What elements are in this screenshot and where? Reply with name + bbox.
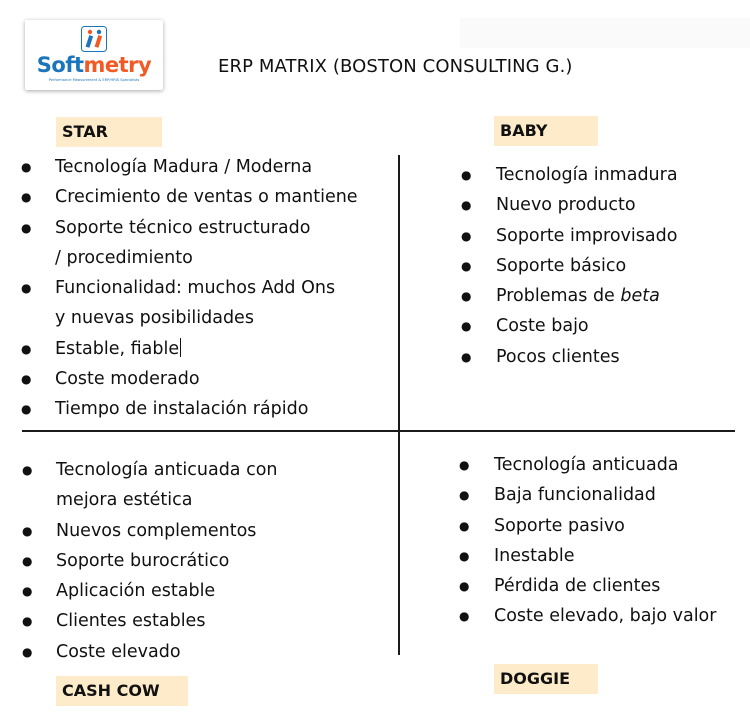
bullet-icon: ● <box>459 458 470 472</box>
bullet-icon: ● <box>459 609 470 624</box>
list-item: ● Coste elevado, bajo valor <box>494 601 716 631</box>
header-background-strip <box>460 18 750 48</box>
bullet-icon: ● <box>461 198 472 213</box>
list-item: ● Coste bajo <box>496 311 678 341</box>
italic-beta: beta <box>620 286 660 307</box>
bullet-icon: ● <box>461 228 472 243</box>
list-item: ● Inestable <box>494 541 716 571</box>
list-item: ● Coste moderado <box>55 364 358 394</box>
list-item: ● Nuevos complementos <box>56 516 278 546</box>
list-item: ● Pérdida de clientes <box>494 571 716 601</box>
list-item: ● Clientes estables <box>56 606 278 636</box>
list-item: ● Soporte burocrático <box>56 546 278 576</box>
list-item-continuation: y nuevas posibilidades <box>55 308 254 329</box>
bullet-icon: ● <box>459 518 470 533</box>
list-item: ● Problemas de beta <box>496 281 678 311</box>
logo-wordmark <box>25 53 163 77</box>
matrix-horizontal-axis <box>22 430 735 432</box>
logo-wordmark-soft: Soft <box>36 53 84 77</box>
quadrant-label-baby: BABY <box>494 116 598 146</box>
list-item: ● Tecnología Madura / Moderna <box>55 152 358 182</box>
bullet-icon: ● <box>21 281 32 296</box>
baby-item-list <box>461 160 678 372</box>
list-item: ● Tiempo de instalación rápido <box>55 394 358 424</box>
quadrant-label-star: STAR <box>56 117 162 147</box>
quadrant-label-doggie: DOGGIE <box>494 664 598 694</box>
list-item: ● Tecnología inmadura <box>496 160 678 190</box>
bullet-icon: ● <box>22 584 33 599</box>
bullet-icon: ● <box>21 341 32 356</box>
page-title: ERP MATRIX (BOSTON CONSULTING G.) <box>218 56 573 77</box>
list-item: ● Aplicación estable <box>56 576 278 606</box>
list-item: ● Soporte básico <box>496 251 678 281</box>
bullet-icon: ● <box>461 168 472 182</box>
bullet-icon: ● <box>21 160 32 174</box>
matrix-vertical-axis <box>398 155 400 655</box>
bullet-icon: ● <box>22 523 33 538</box>
cash-cow-item-list <box>22 455 278 667</box>
list-item: ● Crecimiento de ventas o mantiene <box>55 182 358 212</box>
list-item: ● Baja funcionalidad <box>494 480 716 510</box>
list-item: ● Tecnología anticuada <box>494 450 716 480</box>
bullet-icon: ● <box>21 220 32 235</box>
bullet-icon: ● <box>21 402 32 417</box>
list-item-continuation: / procedimiento <box>55 247 193 268</box>
softmetry-logo <box>25 20 163 90</box>
bullet-icon: ● <box>22 614 33 629</box>
list-item-continuation: mejora estética <box>56 490 193 511</box>
list-item: ● Tecnología anticuada con <box>56 455 278 485</box>
bullet-icon: ● <box>21 372 32 387</box>
bullet-icon: ● <box>22 463 33 477</box>
bullet-icon: ● <box>459 488 470 503</box>
list-item: ● Funcionalidad: muchos Add Ons <box>55 273 358 303</box>
list-item: ● Soporte pasivo <box>494 511 716 541</box>
list-item: ● Soporte técnico estructurado <box>55 213 358 243</box>
list-item: ● Pocos clientes <box>496 342 678 372</box>
bullet-icon: ● <box>461 289 472 304</box>
list-item: ● Coste elevado <box>56 637 278 667</box>
logo-wordmark-metry: metry <box>83 53 152 77</box>
text-cursor <box>180 338 181 357</box>
bullet-icon: ● <box>459 579 470 594</box>
list-item: ● Soporte improvisado <box>496 221 678 251</box>
star-item-list <box>21 152 358 425</box>
logo-mark-icon <box>81 26 107 52</box>
list-item: ● Estable, fiable <box>55 334 358 364</box>
bullet-icon: ● <box>22 644 33 659</box>
bullet-icon: ● <box>22 553 33 568</box>
bullet-icon: ● <box>459 548 470 563</box>
doggie-item-list <box>459 450 717 632</box>
quadrant-label-cash-cow: CASH COW <box>56 676 188 706</box>
bullet-icon: ● <box>461 349 472 364</box>
bullet-icon: ● <box>21 190 32 205</box>
logo-tagline: Performance Measurement & ERP/HRIS Specialists <box>48 78 140 82</box>
list-item: ● Nuevo producto <box>496 190 678 220</box>
bullet-icon: ● <box>461 319 472 334</box>
bullet-icon: ● <box>461 258 472 273</box>
